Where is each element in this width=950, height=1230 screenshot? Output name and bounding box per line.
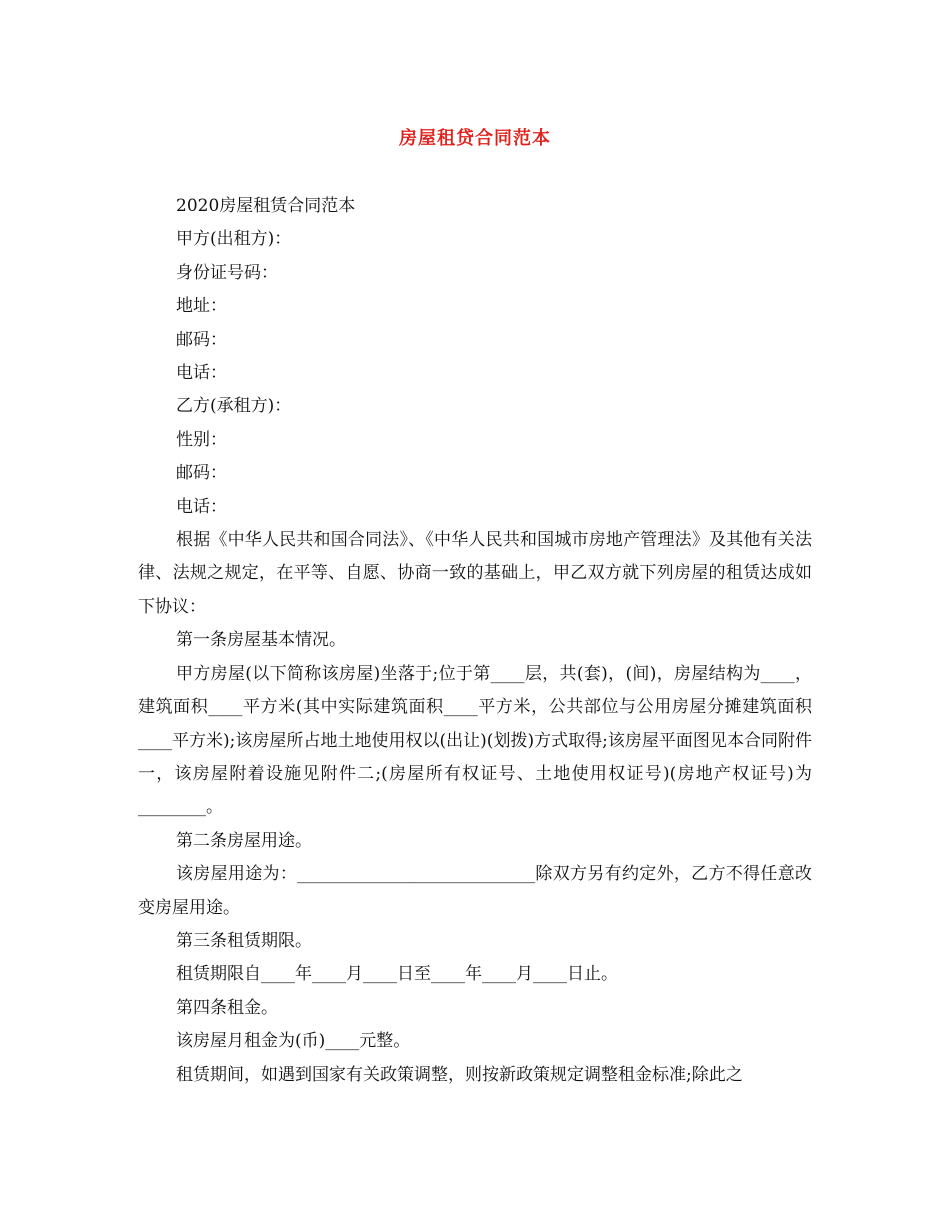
article-2-heading: 第二条房屋用途。 [176, 830, 312, 851]
party-b-label: 乙方(承租方)： [176, 396, 292, 417]
id-number-label: 身份证号码： [176, 262, 278, 283]
postcode-label-b: 邮码： [176, 463, 227, 484]
document-body [138, 190, 812, 1092]
phone-label-b: 电话： [176, 496, 227, 517]
article-1-body: 甲方房屋(以下简称该房屋)坐落于;位于第____层，共(套)，(间)，房屋结构为____，建筑面积____平方米(其中实际建筑面积____平方米，公共部位与公用房屋分摊建筑面积____平方米);该房屋所占地土地使用权以(出让)(划拨)方式取得;该房屋平面图见本合同附件一，该房屋附着设施见附件二;(房屋所有权证号、土地使用权证号)(房地产权证号)为________。 [138, 663, 812, 818]
article-4-continued: 租赁期间，如遇到国家有关政策调整，则按新政策规定调整租金标准;除此之 [176, 1064, 743, 1085]
party-a-label: 甲方(出租方)： [176, 229, 292, 250]
article-2-body: 该房屋用途为：____________________________除双方另有约定外，乙方不得任意改变房屋用途。 [138, 864, 812, 918]
document-title: 房屋租贷合同范本 [399, 128, 551, 149]
address-label: 地址： [176, 296, 227, 317]
paragraph-heading: 2020房屋租赁合同范本 [176, 196, 356, 216]
article-3-heading: 第三条租赁期限。 [176, 930, 312, 951]
article-4-body: 该房屋月租金为(币)____元整。 [176, 1031, 411, 1052]
article-4-heading: 第四条租金。 [176, 997, 278, 1018]
postcode-label-a: 邮码： [176, 329, 227, 350]
article-3-body: 租赁期限自____年____月____日至____年____月____日止。 [176, 964, 618, 985]
article-1-heading: 第一条房屋基本情况。 [176, 630, 346, 651]
preamble-paragraph: 根据《中华人民共和国合同法》、《中华人民共和国城市房地产管理法》及其他有关法律、法规之规定，在平等、自愿、协商一致的基础上，甲乙双方就下列房屋的租赁达成如下协议： [138, 530, 812, 617]
phone-label-a: 电话： [176, 363, 227, 384]
gender-label: 性别： [176, 429, 227, 450]
